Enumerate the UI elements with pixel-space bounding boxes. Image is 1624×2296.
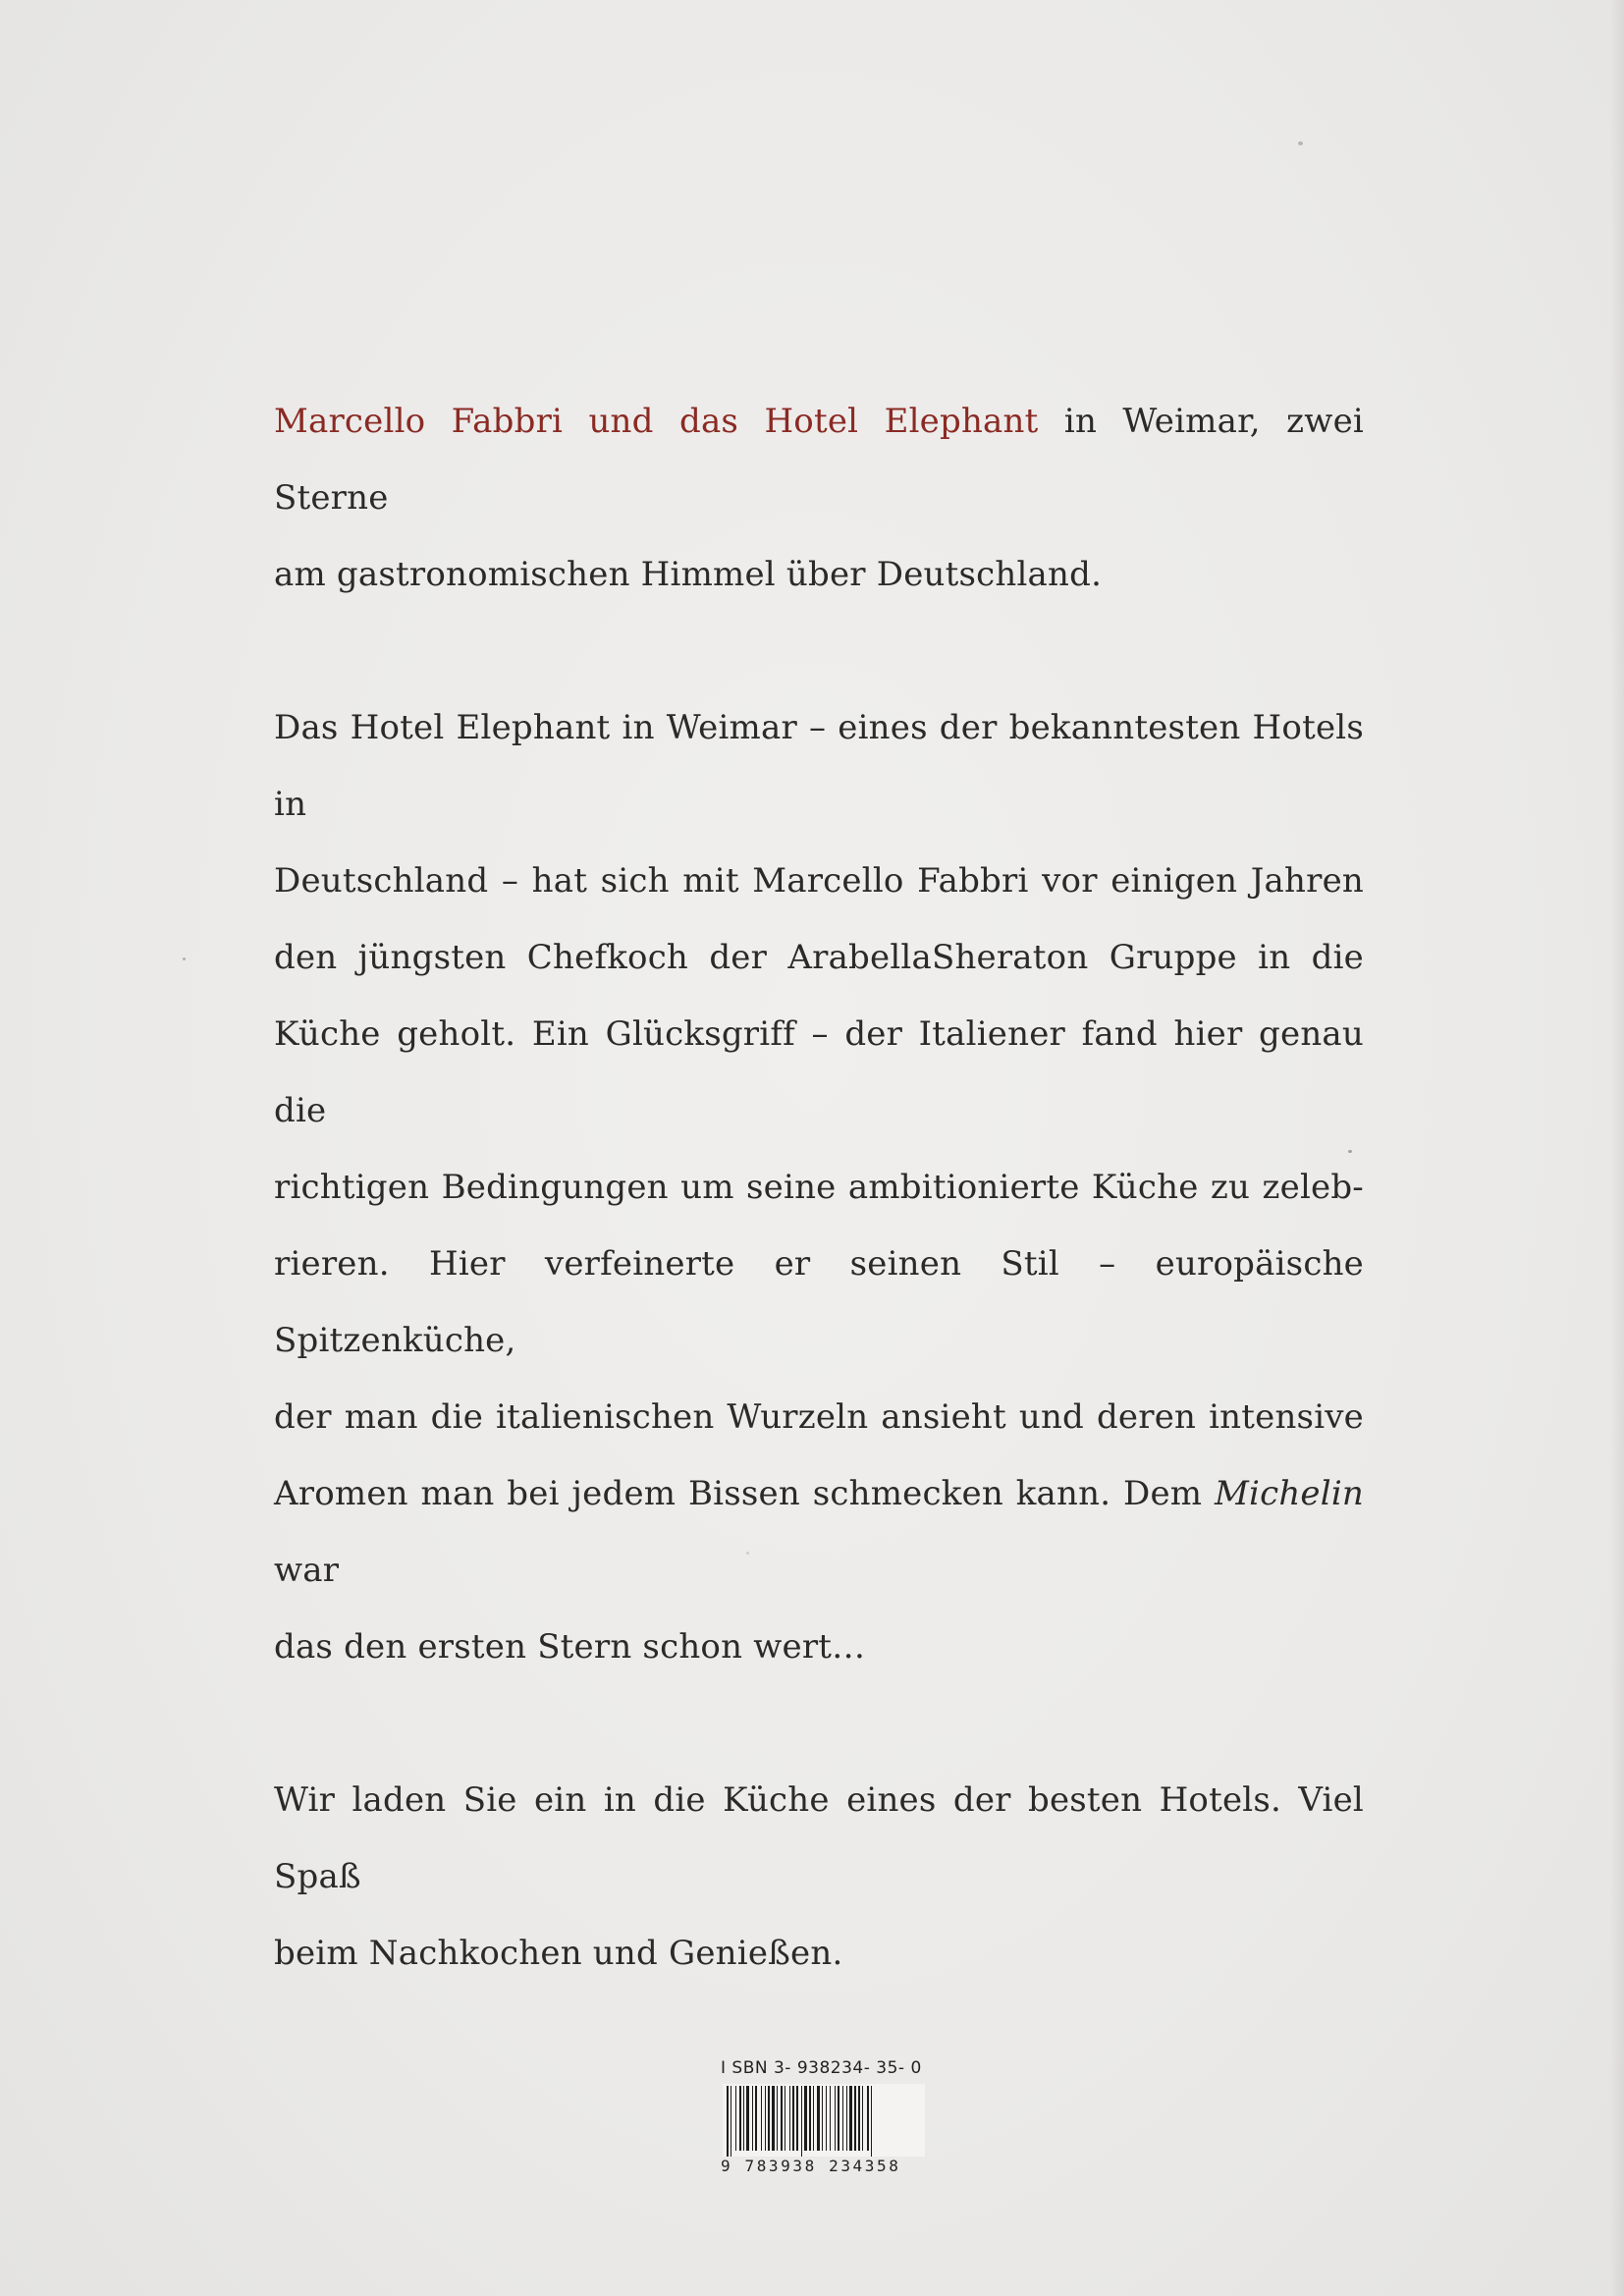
barcode-bar [789,2086,790,2151]
barcode-bar [804,2086,807,2151]
isbn-label: I SBN 3- 938234- 35- 0 [721,2058,922,2078]
barcode-bar [858,2086,860,2151]
barcode-bar [768,2086,770,2151]
dust-speck [746,1552,749,1555]
barcode-bar [752,2086,753,2151]
ean-digits: 9 783938 234358 [721,2157,901,2175]
barcode-bar [813,2086,814,2151]
barcode-bar [777,2086,778,2151]
barcode-bar [796,2086,798,2151]
barcode-bar [801,2086,802,2157]
body-line-1: Das Hotel Elephant in Weimar – eines der bekanntesten Hotels in [274,708,1364,824]
body-paragraph [274,689,1364,1685]
barcode-bar [735,2086,736,2151]
body-line-5: richtigen Bedingungen um seine ambitionierte Küche zu zeleb- [274,1168,1364,1207]
body-line-3: den jüngsten Chefkoch der ArabellaSheraton Gruppe in die [274,938,1364,977]
page-edge-shadow [1610,0,1624,2296]
barcode-bar [842,2086,843,2151]
barcode-icon [723,2084,925,2157]
barcode-bar [835,2086,836,2151]
barcode-bar [862,2086,863,2151]
barcode-bar [826,2086,827,2151]
barcode-bar [838,2086,839,2151]
body-line-7: der man die italienischen Wurzeln ansieht und deren intensive [274,1397,1364,1437]
dust-speck [1298,141,1303,145]
barcode-bar [849,2086,852,2151]
closing-line-1: Wir laden Sie ein in die Küche eines der besten Hotels. Viel Spaß [274,1780,1364,1896]
blurb-text [274,383,1364,1992]
intro-line-1: Marcello Fabbri und das Hotel Elephant in Weimar, zwei Sterne [274,402,1364,518]
barcode-bar [781,2086,783,2151]
barcode-bar [830,2086,831,2151]
barcode-bar [761,2086,762,2151]
barcode-bar [817,2086,820,2151]
closing-paragraph [274,1762,1364,1992]
body-line-4: Küche geholt. Ein Glücksgriff – der Italiener fand hier genau die [274,1014,1364,1130]
intro-paragraph [274,383,1364,613]
michelin-italic: Michelin [1215,1474,1364,1513]
barcode-bar [854,2086,856,2151]
body-line-6: rieren. Hier verfeinerte er seinen Stil – europäische Spitzenküche, [274,1244,1364,1360]
barcode-bar [792,2086,794,2151]
closing-line-2: beim Nachkochen und Genießen. [274,1934,843,1973]
barcode-bar [755,2086,757,2151]
barcode-bar [867,2086,869,2151]
body-line-2: Deutschland – hat sich mit Marcello Fabbri vor einigen Jahren [274,861,1364,901]
barcode-bar [743,2086,744,2151]
barcode-bar [846,2086,847,2151]
barcode-bar [822,2086,823,2151]
highlighted-title: Marcello Fabbri und das Hotel Elephant [274,402,1039,441]
dust-speck [1348,1150,1352,1153]
barcode-bar [727,2086,729,2157]
intro-line-2: am gastronomischen Himmel über Deutschland. [274,555,1103,594]
barcode-bar [746,2086,749,2151]
barcode-bar [809,2086,811,2151]
barcode-bar [871,2086,872,2157]
body-line-8: Aromen man bei jedem Bissen schmecken kann. Dem Michelin war [274,1474,1364,1590]
barcode-bar [765,2086,766,2151]
dust-speck [183,957,186,960]
barcode-bar [739,2086,741,2151]
barcode-bar [772,2086,775,2151]
isbn-barcode-block [721,2058,927,2178]
body-line-9: das den ersten Stern schon wert… [274,1627,866,1667]
